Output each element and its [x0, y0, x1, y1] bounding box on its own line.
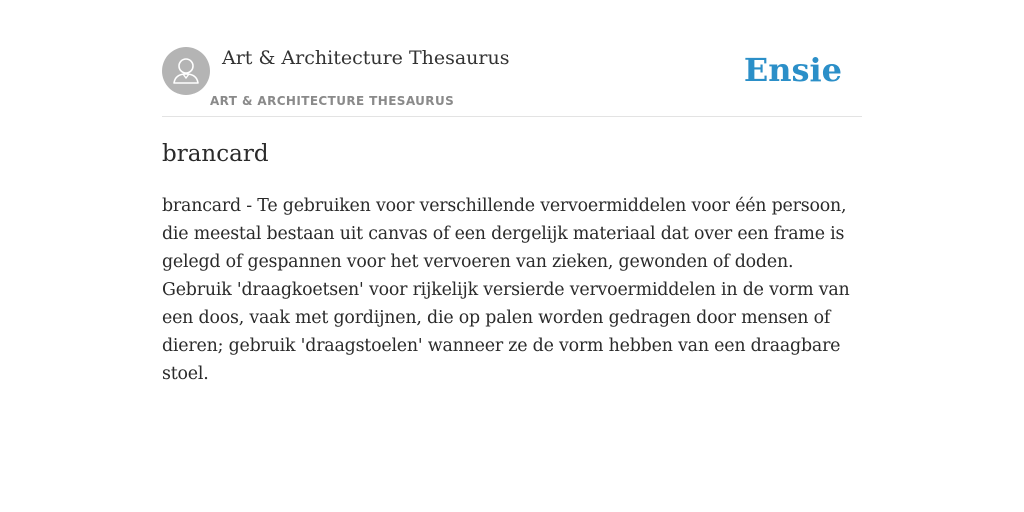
- ensie-logo-link[interactable]: Ensie: [743, 51, 842, 89]
- entry-title: brancard: [162, 141, 269, 167]
- user-icon: [162, 47, 210, 95]
- header: [162, 46, 862, 117]
- source-subtitle: ART & ARCHITECTURE THESAURUS: [210, 94, 455, 108]
- source-title-link[interactable]: Art & Architecture Thesaurus: [222, 47, 510, 69]
- source-avatar[interactable]: [162, 47, 210, 95]
- entry-definition: brancard - Te gebruiken voor verschillende vervoermiddelen voor één persoon, die meestal bestaan uit canvas of een dergelijk materiaal dat over een frame is gelegd of gespannen voor het vervoeren van zieken, gewonden of doden. Gebruik 'draagkoetsen' voor rijkelijk versierde vervoermiddelen in de vorm van een doos, vaak met gordijnen, die op palen worden gedragen door mensen of dieren; gebruik 'draagstoelen' wanneer ze de vorm hebben van een draagbare stoel.: [162, 196, 850, 384]
